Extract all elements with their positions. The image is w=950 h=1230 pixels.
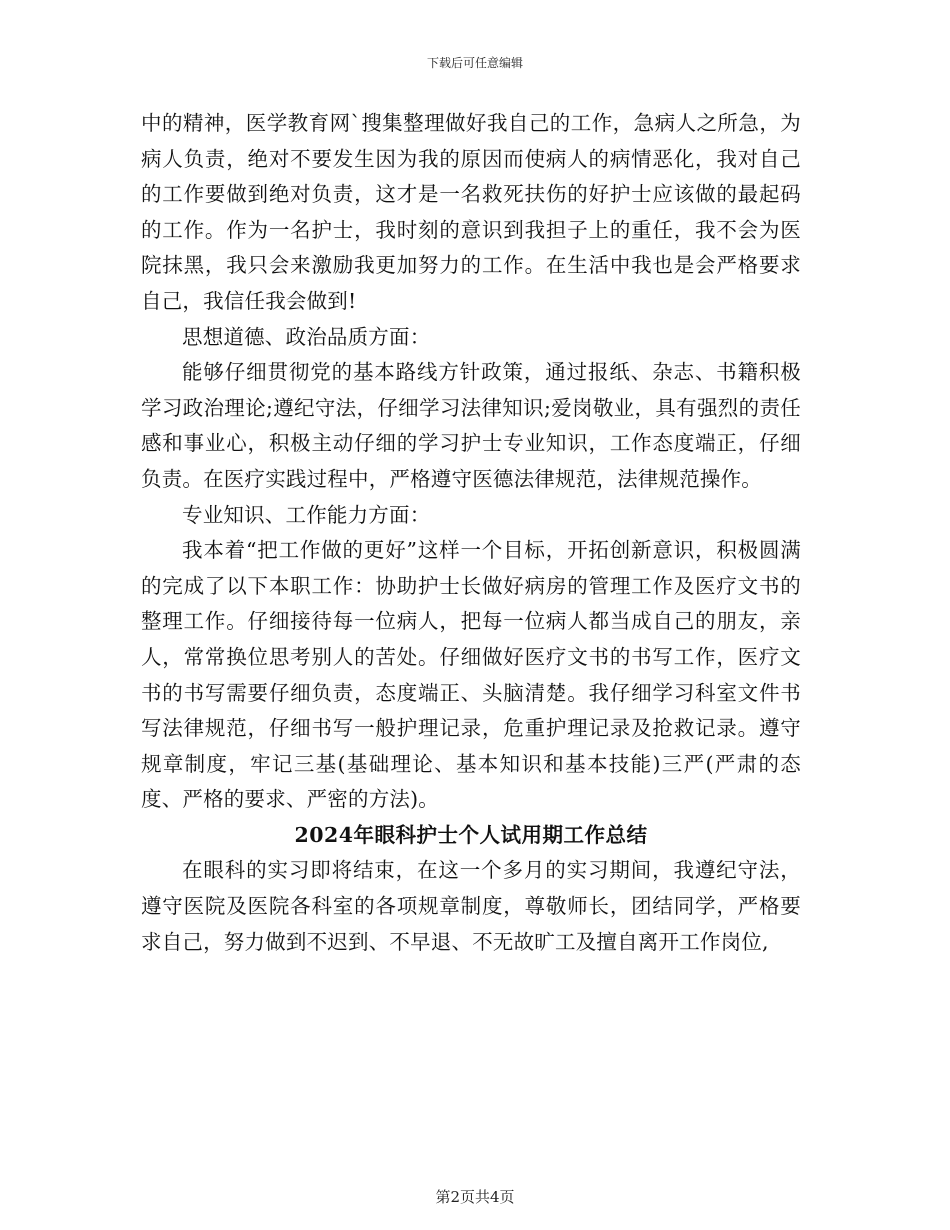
document-body (141, 106, 801, 960)
paragraph-continuation: 中的精神，医学教育网`搜集整理做好我自己的工作，急病人之所急，为病人负责，绝对不要发生因为我的原因而使病人的病情恶化，我对自己的工作要做到绝对负责，这才是一名救死扶伤的好护士应该做的最起码的工作。作为一名护士，我时刻的意识到我担子上的重任，我不会为医院抹黑，我只会来激励我更加努力的工作。在生活中我也是会严格要求自己，我信任我会做到! (141, 111, 801, 313)
subheading-professional: 专业知识、工作能力方面： (182, 502, 431, 527)
paragraph-professional: 我本着“把工作做的更好”这样一个目标，开拓创新意识，积极圆满的完成了以下本职工作：协助护士长做好病房的管理工作及医疗文书的整理工作。仔细接待每一位病人，把每一位病人都当成自己的朋友，亲人，常常换位思考别人的苦处。仔细做好医疗文书的书写工作，医疗文书的书写需要仔细负责，态度端正、头脑清楚。我仔细学习科室文件书写法律规范，仔细书写一般护理记录，危重护理记录及抢救记录。遵守规章制度，牢记三基(基础理论、基本知识和基本技能)三严(严肃的态度、严格的要求、严密的方法)。 (141, 538, 801, 812)
section-title: 2024年眼科护士个人试用期工作总结 (294, 822, 648, 847)
paragraph-ethics: 能够仔细贯彻党的基本路线方针政策，通过报纸、杂志、书籍积极学习政治理论;遵纪守法，仔细学习法律知识;爱岗敬业，具有强烈的责任感和事业心，积极主动仔细的学习护士专业知识，工作态度端正，仔细负责。在医疗实践过程中，严格遵守医德法律规范，法律规范操作。 (141, 360, 801, 491)
page-footer: 第2页共4页 (435, 1188, 515, 1206)
paragraph-section: 在眼科的实习即将结束，在这一个多月的实习期间，我遵纪守法，遵守医院及医院各科室的各项规章制度，尊敬师长，团结同学，严格要求自己，努力做到不迟到、不早退、不无故旷工及擅自离开工作岗位, (141, 858, 801, 954)
page-header: 下载后可任意编辑 (426, 56, 523, 70)
subheading-ethics: 思想道德、政治品质方面： (182, 324, 431, 349)
